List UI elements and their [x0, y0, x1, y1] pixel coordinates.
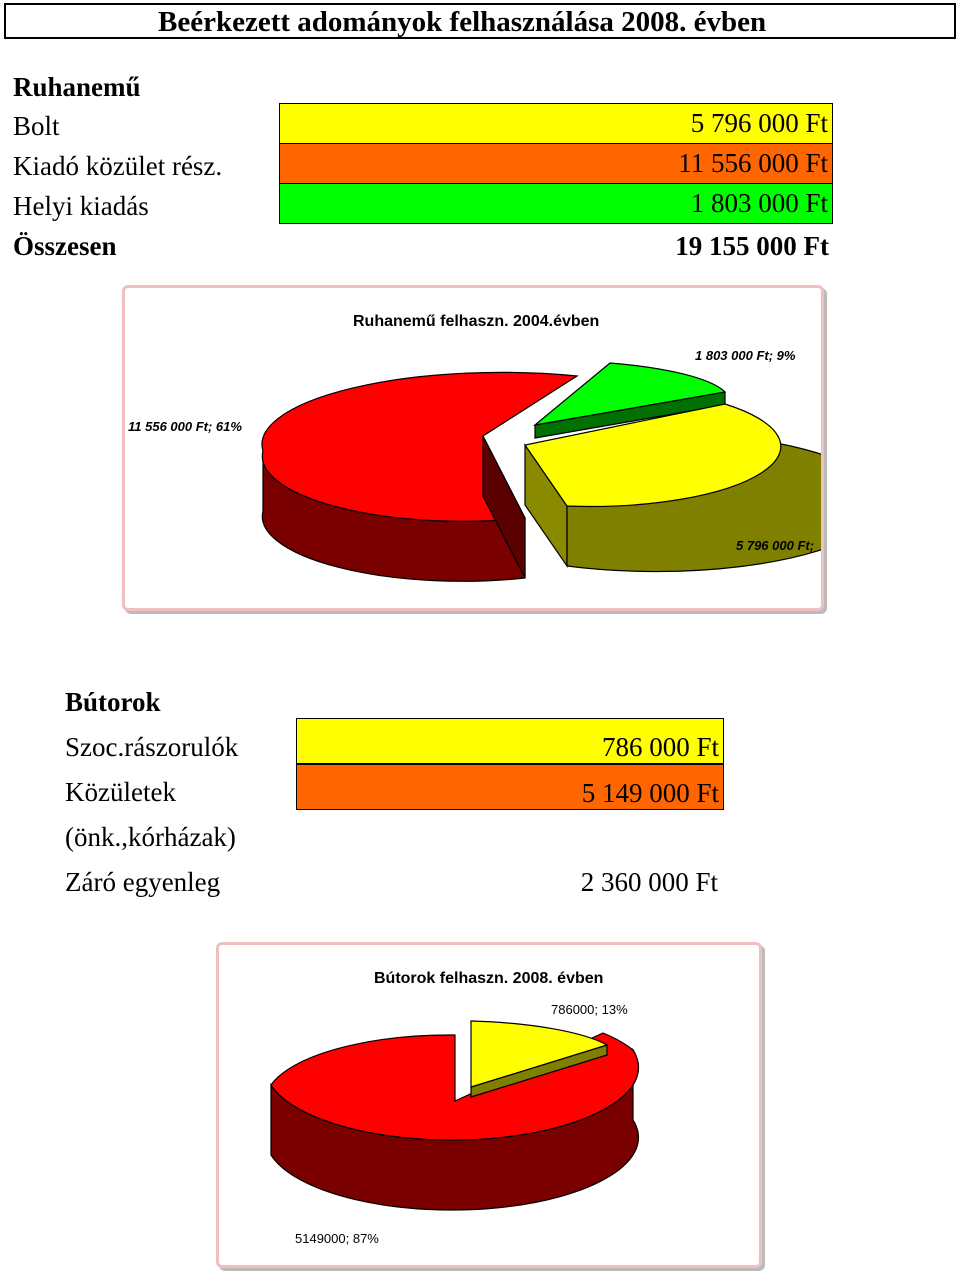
ruha-row-label: Helyi kiadás: [13, 191, 149, 221]
butor-closing-value: 2 360 000 Ft: [580, 867, 718, 897]
ruha-value-cell: 11 556 000 Ft: [279, 143, 833, 184]
ruha-chart: [122, 285, 824, 611]
butor-row-label: Közületek: [65, 777, 176, 807]
ruha-value-cell: 1 803 000 Ft: [279, 183, 833, 224]
chart-title: Ruhanemű felhaszn. 2004.évben: [353, 313, 600, 330]
butor-pie-svg: [219, 945, 759, 1265]
ruha-row-label: Kiadó közület rész.: [13, 151, 223, 181]
butor-value-cell: 786 000 Ft: [296, 718, 724, 764]
slice-label: 11 556 000 Ft; 61%: [128, 419, 242, 434]
slice-label: 5 796 000 Ft;: [736, 538, 815, 553]
ruha-value-cell: 5 796 000 Ft: [279, 103, 833, 144]
chart-title: Bútorok felhaszn. 2008. évben: [374, 970, 604, 987]
butor-chart: [216, 942, 762, 1268]
slice-label: 786000; 13%: [551, 1002, 628, 1017]
butor-heading: Bútorok: [65, 687, 161, 717]
ruha-total-label: Összesen: [13, 231, 117, 261]
ruha-pie-svg: [125, 288, 821, 608]
ruha-row-label: Bolt: [13, 111, 60, 141]
slice-label: 5149000; 87%: [295, 1231, 379, 1246]
butor-row-label: Szoc.rászorulók: [65, 732, 239, 762]
slice-label: 1 803 000 Ft; 9%: [695, 348, 796, 363]
page-title-box: [4, 3, 956, 39]
ruha-heading: Ruhanemű: [13, 72, 141, 102]
ruha-total-value: 19 155 000 Ft: [675, 231, 829, 261]
butor-value-cell: 5 149 000 Ft: [296, 764, 724, 810]
butor-closing-label: Záró egyenleg: [65, 867, 221, 897]
butor-note-label: (önk.,kórházak): [65, 822, 236, 852]
page-title: Beérkezett adományok felhasználása 2008. évben: [158, 6, 767, 38]
